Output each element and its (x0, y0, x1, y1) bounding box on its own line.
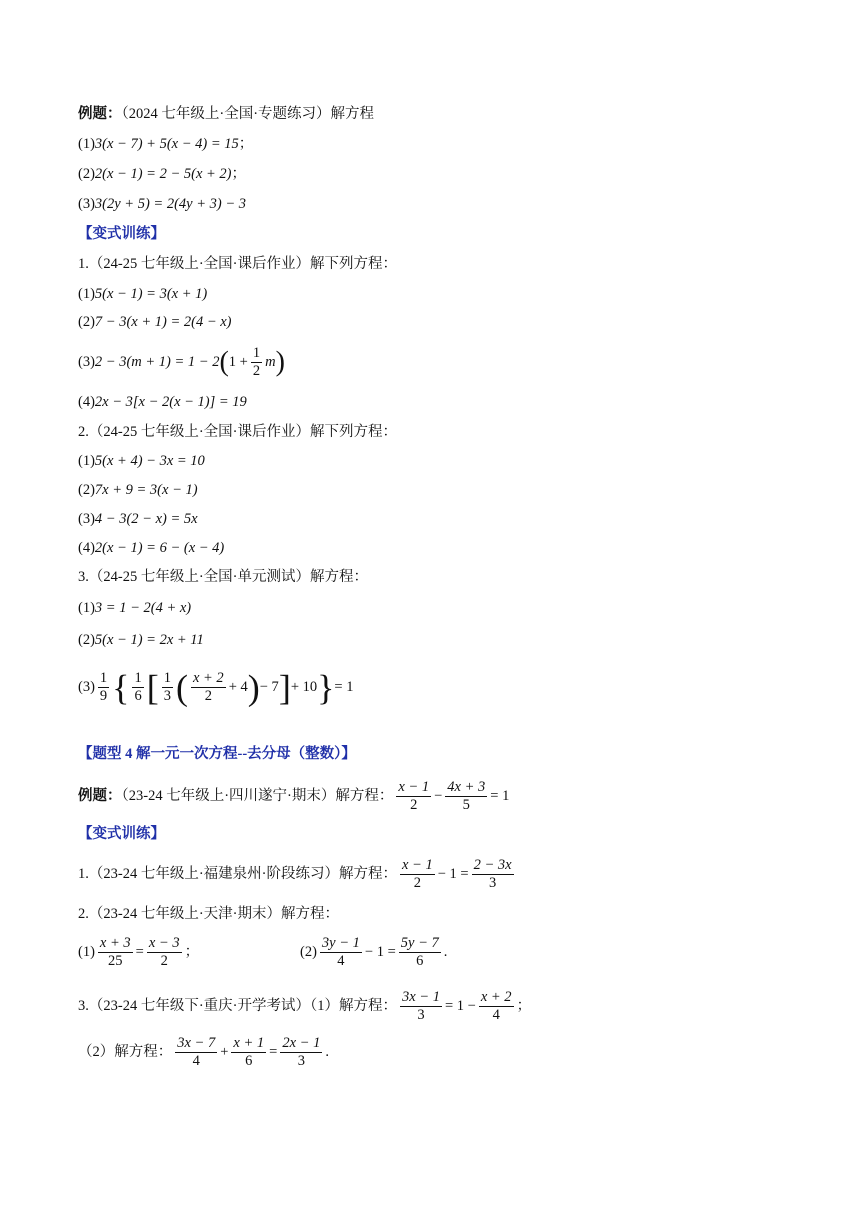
numerator: x + 2 (192, 670, 224, 687)
item-number: (3) (78, 354, 95, 370)
v2-eq1 (78, 451, 205, 471)
denominator: 6 (416, 953, 424, 970)
v2-eq2 (78, 480, 198, 500)
variable: m (265, 354, 276, 370)
w3-line2 (78, 1030, 329, 1074)
denominator: 3 (163, 688, 171, 705)
denominator: 4 (192, 1053, 200, 1070)
v1-eq2 (78, 312, 232, 332)
example-source: （2024 七年级上·全国·专题练习）解方程 (121, 106, 375, 122)
denominator: 2 (204, 688, 212, 705)
equation: 2x − 3[x − 2(x − 1)] = 19 (94, 394, 247, 410)
w2-eq2 (300, 930, 447, 974)
v1-header: 1.（24-25 七年级上·全国·课后作业）解下列方程： (78, 256, 397, 272)
example-label: 例题： (78, 106, 122, 122)
type4-example (78, 774, 509, 818)
equation: 2 − 3(m + 1) = 1 − 2 (94, 354, 220, 370)
v3-header: 3.（24-25 七年级上·全国·单元测试）解方程： (78, 569, 368, 585)
type4-title: 【题型 4 解一元一次方程--去分母（整数）】 (78, 746, 356, 762)
equation: 7 − 3(x + 1) = 2(4 − x) (94, 314, 232, 330)
term: − 7 (259, 679, 279, 695)
operator: + (220, 1044, 229, 1060)
punctuation: ； (516, 998, 532, 1014)
fraction (231, 1035, 266, 1070)
term: = 1 (490, 788, 510, 804)
numerator: 2x − 1 (282, 1035, 321, 1052)
w1-line (78, 852, 517, 896)
item-number: (2) (78, 314, 95, 330)
numerator: 1 (134, 670, 142, 687)
question-header: 3.（23-24 七年级下·重庆·开学考试）（1）解方程： (78, 998, 397, 1014)
numerator: x − 3 (148, 935, 180, 952)
left-paren: ( (175, 667, 188, 708)
right-brace: } (317, 667, 335, 708)
equation: 2(x − 1) = 2 − 5(x + 2) (94, 166, 232, 182)
item-number: (2) (78, 166, 95, 182)
numerator: x + 3 (99, 935, 131, 952)
variant-title: 【变式训练】 (78, 226, 165, 242)
left-brace: { (112, 667, 130, 708)
numerator: x − 1 (398, 779, 430, 796)
denominator: 2 (413, 875, 421, 892)
fraction (251, 345, 262, 380)
question-header: 1.（23-24 七年级上·福建泉州·阶段练习）解方程： (78, 866, 397, 882)
denominator: 4 (492, 1007, 500, 1024)
numerator: 4x + 3 (447, 779, 486, 796)
equation: 5(x − 1) = 2x + 11 (94, 632, 204, 648)
item-number: (2) (78, 482, 95, 498)
term: + 10 (290, 679, 318, 695)
item-number: (4) (78, 540, 95, 556)
denominator: 6 (134, 688, 142, 705)
w2-header: 2.（23-24 七年级上·天津·期末）解方程： (78, 906, 339, 922)
equation: 2(x − 1) = 6 − (x − 4) (94, 540, 225, 556)
numerator: 3x − 7 (177, 1035, 216, 1052)
denominator: 6 (245, 1053, 253, 1070)
punctuation: ； (184, 944, 200, 960)
w3-line1 (78, 984, 531, 1028)
right-bracket: ] (278, 667, 291, 708)
numerator: 2 − 3x (473, 857, 512, 874)
numerator: 5y − 7 (400, 935, 439, 952)
fraction (399, 935, 441, 970)
equation: 3(x − 7) + 5(x − 4) = 15 (94, 136, 239, 152)
item-number: (1) (78, 136, 95, 152)
denominator: 2 (160, 953, 168, 970)
fraction (162, 670, 173, 705)
item-number: (4) (78, 394, 95, 410)
equation: 5(x + 4) − 3x = 10 (94, 453, 205, 469)
punctuation: ； (238, 136, 254, 152)
v3-eq3 (78, 660, 353, 715)
item-number: (1) (78, 600, 95, 616)
fraction (132, 670, 143, 705)
term: + 4 (228, 679, 248, 695)
item-number: (2) (78, 632, 95, 648)
equation: 3 = 1 − 2(4 + x) (94, 600, 192, 616)
fraction (400, 989, 442, 1024)
example1-eq1 (78, 134, 253, 154)
item-number: (3) (78, 679, 95, 695)
fraction (445, 779, 487, 814)
fraction (280, 1035, 322, 1070)
v2-eq4 (78, 538, 224, 558)
numerator: x − 1 (401, 857, 433, 874)
fraction (396, 779, 431, 814)
w2-eq1 (78, 930, 199, 974)
numerator: 3x − 1 (401, 989, 440, 1006)
fraction (320, 935, 362, 970)
numerator: 1 (99, 670, 108, 687)
example-source: （23-24 七年级上·四川遂宁·期末）解方程： (121, 788, 394, 804)
equation: 4 − 3(2 − x) = 5x (94, 511, 198, 527)
denominator: 2 (410, 797, 418, 814)
left-paren: ( (219, 346, 229, 378)
fraction (98, 670, 109, 705)
punctuation: . (325, 1044, 329, 1060)
v1-eq3 (78, 340, 285, 385)
example1-header (78, 104, 374, 124)
item-number: (2) (300, 944, 317, 960)
item-number: (1) (78, 944, 95, 960)
fraction (98, 935, 133, 970)
fraction (479, 989, 514, 1024)
fraction (191, 670, 226, 705)
denominator: 25 (108, 953, 123, 970)
v1-eq1 (78, 284, 207, 304)
denominator: 5 (462, 797, 470, 814)
right-paren: ) (275, 346, 285, 378)
fraction (147, 935, 182, 970)
term: − 1 = (364, 944, 396, 960)
denominator: 2 (252, 363, 261, 380)
punctuation: . (443, 944, 448, 960)
equation: 5(x − 1) = 3(x + 1) (94, 286, 208, 302)
left-bracket: [ (146, 667, 159, 708)
operator: = (135, 944, 144, 960)
v2-header: 2.（24-25 七年级上·全国·课后作业）解下列方程： (78, 424, 397, 440)
example1-eq2 (78, 164, 246, 184)
question-part: （2）解方程： (78, 1044, 173, 1060)
fraction (175, 1035, 217, 1070)
operator: − (434, 788, 443, 804)
denominator: 3 (297, 1053, 305, 1070)
numerator: x + 1 (233, 1035, 265, 1052)
equation: 3(2y + 5) = 2(4y + 3) − 3 (94, 196, 246, 212)
v2-eq3 (78, 509, 198, 529)
v1-eq4 (78, 392, 247, 412)
numerator: 1 (252, 345, 261, 362)
denominator: 9 (99, 688, 108, 705)
example-label: 例题： (78, 788, 122, 804)
numerator: x + 2 (480, 989, 512, 1006)
example1-eq3 (78, 194, 246, 214)
numerator: 1 (163, 670, 171, 687)
item-number: (3) (78, 196, 95, 212)
denominator: 3 (488, 875, 497, 892)
v3-eq2 (78, 630, 204, 650)
fraction (400, 857, 435, 892)
numerator: 3y − 1 (321, 935, 360, 952)
denominator: 4 (337, 953, 345, 970)
term: − 1 = (437, 866, 469, 882)
equation: 7x + 9 = 3(x − 1) (94, 482, 198, 498)
term: = 1 (334, 679, 354, 695)
item-number: (3) (78, 511, 95, 527)
fraction (472, 857, 514, 892)
denominator: 3 (417, 1007, 425, 1024)
item-number: (1) (78, 453, 95, 469)
v3-eq1 (78, 598, 191, 618)
item-number: (1) (78, 286, 95, 302)
variant-title-2: 【变式训练】 (78, 826, 165, 842)
operator: = (269, 1044, 278, 1060)
equation-part: 1 + (228, 354, 248, 370)
punctuation: ； (231, 166, 246, 182)
right-paren: ) (247, 667, 260, 708)
term: = 1 − (444, 998, 476, 1014)
